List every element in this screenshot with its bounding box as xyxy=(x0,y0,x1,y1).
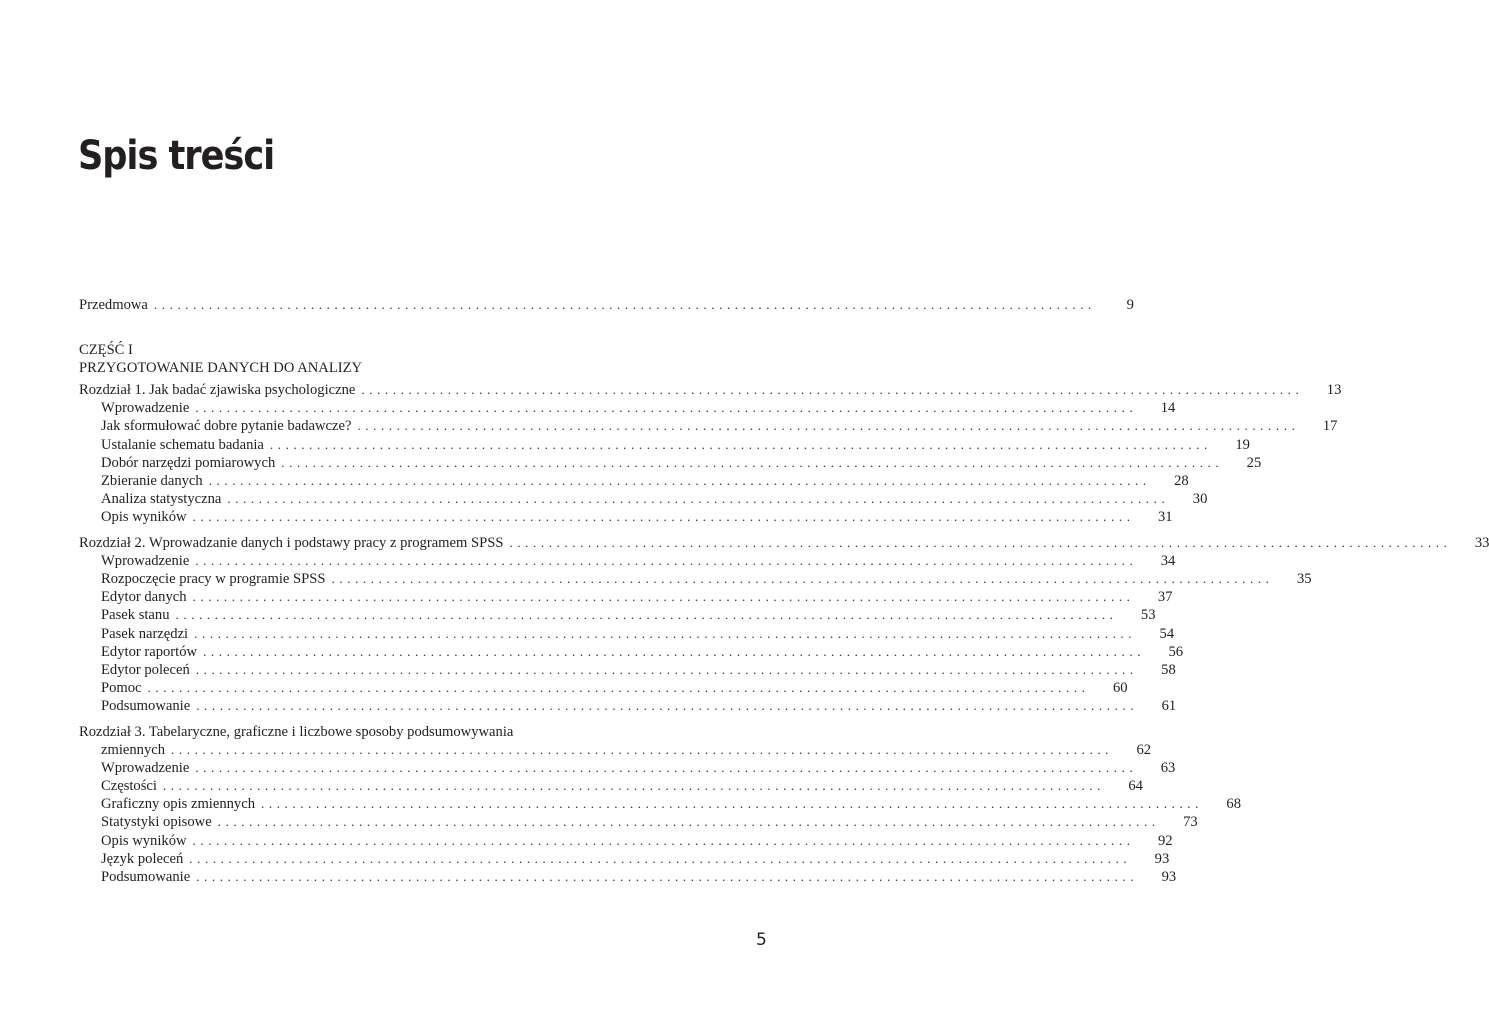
section-label: Ustalanie schematu badania xyxy=(101,436,264,453)
section-page: 93 xyxy=(1161,868,1177,885)
chapter-page: 13 xyxy=(1326,382,1342,399)
section-page: 63 xyxy=(1160,760,1176,777)
chapter-title: Rozdział 3. Tabelaryczne, graficzne i liczbowe sposoby podsumowywania xyxy=(79,723,514,740)
section-page: 93 xyxy=(1154,850,1170,867)
section-label: Dobór narzędzi pomiarowych xyxy=(101,454,276,471)
dot-leader: ........................................................................................................................ xyxy=(261,796,1203,812)
dot-leader: ........................................................................................................................ xyxy=(357,418,1300,434)
section-page: 61 xyxy=(1161,697,1177,714)
chapter-title: Rozdział 1. Jak badać zjawiska psychologiczne xyxy=(79,382,356,399)
section-label: Wprowadzenie xyxy=(101,553,190,570)
section-page: 60 xyxy=(1112,679,1128,696)
toc-section xyxy=(79,606,1156,624)
section-page: 17 xyxy=(1322,418,1338,435)
dot-leader: ........................................................................................................................ xyxy=(331,571,1274,587)
section-page: 30 xyxy=(1192,490,1208,507)
section-page: 25 xyxy=(1246,454,1262,471)
dot-leader: ........................................................................................................................ xyxy=(189,850,1132,866)
page-title: Spis treści xyxy=(78,133,275,179)
dot-leader: ........................................................................................................................ xyxy=(147,679,1090,695)
section-label: Wprowadzenie xyxy=(101,760,190,777)
dot-leader: ........................................................................................................................ xyxy=(269,436,1212,452)
dot-leader: ........................................................................................................................ xyxy=(509,535,1452,551)
dot-leader: ........................................................................................................................ xyxy=(195,553,1138,569)
section-label: Pasek narzędzi xyxy=(101,625,189,642)
section-label: Edytor raportów xyxy=(101,643,198,660)
table-of-contents xyxy=(79,296,1489,886)
dot-leader: ........................................................................................................................ xyxy=(171,742,1114,758)
toc-section xyxy=(79,570,1312,588)
dot-leader: ........................................................................................................................ xyxy=(196,868,1139,884)
dot-leader: ........................................................................................................................ xyxy=(195,661,1138,677)
dot-leader: ........................................................................................................................ xyxy=(195,760,1138,776)
section-label: Podsumowanie xyxy=(101,868,191,885)
toc-section xyxy=(79,399,1176,417)
chapter-title: Rozdział 2. Wprowadzanie danych i podstawy pracy z programem SPSS xyxy=(79,535,504,552)
toc-section xyxy=(79,795,1241,813)
toc-section xyxy=(79,490,1208,508)
toc-section xyxy=(79,625,1175,643)
section-label: Statystyki opisowe xyxy=(101,814,212,831)
section-label: Jak sformułować dobre pytanie badawcze? xyxy=(101,418,352,435)
toc-section xyxy=(79,417,1338,435)
part-number: CZĘŚĆ I xyxy=(79,342,133,359)
dot-leader: ........................................................................................................................ xyxy=(217,814,1160,830)
section-page: 56 xyxy=(1168,643,1184,660)
toc-section xyxy=(79,643,1184,661)
toc-section xyxy=(79,454,1262,472)
dot-leader: ........................................................................................................................ xyxy=(281,454,1224,470)
toc-section xyxy=(79,868,1177,886)
section-page: 28 xyxy=(1174,472,1189,489)
section-page: 73 xyxy=(1183,814,1198,831)
section-label: Edytor danych xyxy=(101,589,187,606)
section-page: 14 xyxy=(1160,400,1176,417)
dot-leader: ........................................................................................................................ xyxy=(194,625,1137,641)
section-label: Zbieranie danych xyxy=(101,472,203,489)
section-label: Opis wyników xyxy=(101,832,187,849)
toc-section xyxy=(79,813,1198,831)
section-label: Pomoc xyxy=(101,679,142,696)
toc-chapter-2 xyxy=(79,534,1489,552)
dot-leader: ........................................................................................................................ xyxy=(162,778,1105,794)
toc-section xyxy=(79,850,1170,868)
toc-entry-label: Przedmowa xyxy=(79,297,148,313)
section-page: 37 xyxy=(1157,589,1173,606)
toc-section xyxy=(79,588,1173,606)
section-page: 54 xyxy=(1159,625,1175,642)
section-label: Pasek stanu xyxy=(101,607,170,624)
toc-entry-preface xyxy=(79,296,1134,314)
section-label: Wprowadzenie xyxy=(101,400,190,417)
toc-section xyxy=(79,508,1173,526)
section-page: 35 xyxy=(1296,571,1312,588)
section-page: 92 xyxy=(1157,832,1173,849)
section-label: Opis wyników xyxy=(101,508,187,525)
dot-leader: ........................................................................................................................ xyxy=(192,508,1135,524)
toc-section xyxy=(79,661,1176,679)
dot-leader: ........................................................................................................................ xyxy=(208,472,1151,488)
chapter-page: 62 xyxy=(1136,742,1152,759)
dot-leader: ........................................................................................................................ xyxy=(192,832,1135,848)
dot-leader: ........................................................................................................................ xyxy=(227,490,1170,506)
section-label: Język poleceń xyxy=(101,850,184,867)
section-page: 19 xyxy=(1235,436,1250,453)
section-page: 58 xyxy=(1161,661,1176,678)
toc-chapter-3 xyxy=(79,741,1152,759)
dot-leader: ........................................................................................................................ xyxy=(153,297,1096,312)
section-page: 68 xyxy=(1226,796,1241,813)
section-label: Częstości xyxy=(101,778,157,795)
dot-leader: ........................................................................................................................ xyxy=(175,607,1118,623)
dot-leader: ........................................................................................................................ xyxy=(195,400,1138,416)
toc-section xyxy=(79,697,1177,715)
chapter-page: 33 xyxy=(1474,535,1489,552)
toc-section xyxy=(79,552,1176,570)
toc-section xyxy=(79,472,1189,490)
section-label: Edytor poleceń xyxy=(101,661,190,678)
section-page: 53 xyxy=(1140,607,1156,624)
section-label: Analiza statystyczna xyxy=(101,490,222,507)
toc-section xyxy=(79,679,1128,697)
dot-leader: ........................................................................................................................ xyxy=(196,697,1139,713)
toc-section xyxy=(79,777,1143,795)
section-label: Graficzny opis zmiennych xyxy=(101,796,255,813)
toc-section xyxy=(79,436,1250,454)
dot-leader: ........................................................................................................................ xyxy=(203,643,1146,659)
section-label: Podsumowanie xyxy=(101,697,191,714)
toc-entry-page: 9 xyxy=(1126,297,1134,313)
dot-leader: ........................................................................................................................ xyxy=(192,589,1135,605)
section-page: 31 xyxy=(1157,508,1173,525)
toc-section xyxy=(79,759,1176,777)
dot-leader: ........................................................................................................................ xyxy=(361,382,1304,398)
section-label: Rozpoczęcie pracy w programie SPSS xyxy=(101,571,326,588)
page-number: 5 xyxy=(756,930,767,950)
section-page: 34 xyxy=(1160,553,1176,570)
chapter-title-continued: zmiennych xyxy=(101,742,166,759)
toc-chapter-1 xyxy=(79,381,1342,399)
section-page: 64 xyxy=(1128,778,1143,795)
toc-section xyxy=(79,832,1173,850)
part-name: PRZYGOTOWANIE DANYCH DO ANALIZY xyxy=(79,360,363,377)
